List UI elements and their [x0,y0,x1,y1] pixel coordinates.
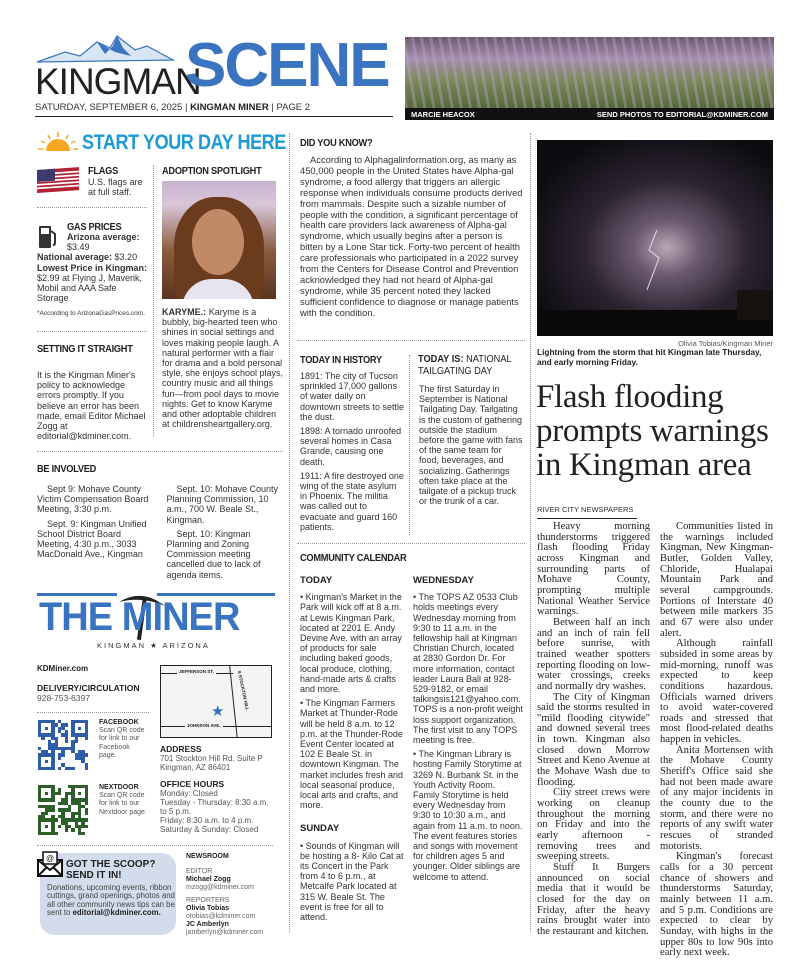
column-divider [530,133,531,933]
svg-text:@: @ [45,854,55,863]
flags-text: U.S. flags are at full staff. [88,177,143,198]
sunrise-icon [38,131,78,153]
article-paragraph: Stuff It Burgers announced on social media that it would be closed for the day on Friday, after the heavy rains brought water into the restaurant and kitchen. [537,862,650,937]
calendar-col-2 [413,576,523,886]
address-line-2: Kingman, AZ 86401 [160,763,231,772]
article-body-col-2 [660,522,773,959]
adoption-text [162,307,284,429]
us-flag-icon [37,167,79,194]
did-you-know-title: DID YOU KNOW? [300,137,373,149]
nextdoor-qr-code[interactable] [38,785,88,835]
article-paragraph: Heavy morning thunderstorms triggered flash flooding Friday across Kingman and surrounding parts of Mohave County, prompting multiple National Weather Service warnings. [537,521,650,618]
paper-name: KINGMAN MINER [190,102,269,113]
issue-date: SATURDAY, SEPTEMBER 6, 2025 [35,102,183,113]
scoop-text [47,884,175,918]
calendar-wednesday-title: WEDNESDAY [413,575,474,586]
calendar-event: • Kingman's Market in the Park will kick off at 8 a.m. at Lewis Kingman Park, located at 2201 E. Andy Devine Ave. with an array of products for sale including baked goods, local produce, clothing, hand-made arts & crafts and more. [300,592,402,695]
lowest-price-label: Lowest Price in Kingman: [37,262,148,273]
miner-logo-text: THE MINER [39,595,240,639]
facebook-text: Scan QR code for link to our Facebook page. [99,727,145,759]
gas-prices [37,232,149,320]
setting-it-straight-title: SETTING IT STRAIGHT [37,343,133,355]
arizona-average-value: $3.49 [67,242,90,253]
article-paragraph: Although rainfall subsided in some areas by mid-morning, runoff was expected to keep conditions hazardous. Officials warned drivers to avoid water-covered roads and stressed that most flood-related deaths happen in vehicles. [660,638,773,746]
editor-name: Michael Zogg [186,876,231,883]
be-involved-item: Sept. 10: Kingman Planning and Zoning Commission meeting cancelled due to lack of agenda items. [166,528,261,580]
history-item: 1891: The city of Tucson sprinkled 17,000 gallons of water daily on downtown streets to settle the dust. [300,371,405,422]
be-involved-list [37,484,283,580]
article-paragraph: Communities listed in the warnings included Kingman, New Kingman-Butler, Golden Valley, Chloride, Hualapai Mountain Park and several campgrounds. Portions of Interstate 40 between mile markers 35 and 67 were also under alert. [660,521,773,639]
hours-line: Saturday & Sunday: Closed [160,825,259,834]
scoop-description: Donations, upcoming events, ribbon cuttings, grand openings, photos and all other community news tips can be sent to [47,883,175,918]
mountain-logo-icon [35,34,175,64]
map-label-stockton: S STOCKTON HILL [236,670,250,711]
article-paragraph: The City of Kingman said the storms resulted in "mild flooding citywide" and downed several trees in town. Kingman also closed down Morrow Street and Keno Avenue at the Mohave Wash due to flooding. [537,691,650,788]
map-label-jefferson: JEFFERSON ST. [179,669,214,674]
divider [37,451,283,452]
reporter-name: Olivia Tobias [186,905,230,912]
byline-rule [537,518,637,519]
be-involved-item: Sept. 9: Kingman Unified School District Board Meeting, 4:30 p.m., 3033 MacDonald Ave., Kingman [37,518,147,560]
separator: | [184,102,188,113]
facebook-info [99,719,147,760]
miner-logo [37,590,277,652]
byline: RIVER CITY NEWSPAPERS [537,505,634,514]
scoop-title [66,859,155,881]
article-paragraph: Anita Mortensen with the Mohave County Sheriff's Office said she had not been made aware of any major incidents in the county due to the storm, and there were no reports of any swift water rescues of stranded motorists. [660,744,773,852]
today-in-history-title: TODAY IN HISTORY [300,354,382,366]
reporter-name: JC Amberlyn [186,921,229,928]
arizona-average-label: Arizona average: [67,232,140,242]
map-road [229,666,238,738]
calendar-event: • The Kingman Library is hosting Family Storytime at 3269 N. Burbank St. in the Youth Activity Room. Family Storytime is held every Wednesday from 9:30 to 10:30 a.m., and again from 11 a.m. to noon. The event features stories and songs with movement for children ages 5 and younger. Older siblings are welcome to attend. [413,749,523,882]
hours-line: Monday: Closed [160,789,218,798]
community-calendar-title: COMMUNITY CALENDAR [300,552,407,564]
email-envelope-icon [36,850,64,878]
scoop-title-2: SEND IT IN! [66,870,122,881]
photo-credit: MARCIE HEACOX [411,110,475,119]
divider [37,331,147,332]
today-is-holiday: NATIONAL TAILGATING DAY [418,353,512,377]
adoption-description: Karyme is a bubbly, big-hearted teen who shines in social settings and loves making people laugh. A natural performer with a flair for drama and a bold personal style, she enjoys school plays, country music and all things fun—from pool days to movie nights. Get to know Karyme and other adoptable children at childrensheartgallery.org. [162,307,284,430]
facebook-qr-code[interactable] [38,720,88,770]
history-item: 1898: A tornado unroofed several homes in Casa Grande, causing one death. [300,426,402,467]
nextdoor-info [99,784,147,817]
masthead-kingman: KINGMAN [35,61,201,102]
lightning-bolt [537,140,773,336]
national-average-value: $3.20 [114,252,138,263]
masthead-scene: SCENE [185,31,389,100]
calendar-event: • Sounds of Kingman will be hosting a 8- Kilo Cat at its Concert in the Park from 4 to 6 p.m., at Metcalfe Park located at 315 W. Beale St. The event is free for all to attend. [300,840,404,923]
headline: Flash flooding prompts warnings in Kingman area [536,379,769,483]
calendar-today-title: TODAY [300,575,333,586]
setting-it-straight-text: It is the Kingman Miner's policy to acknowledge errors promptly. If you believe an error has been made, email Editor Michael Zogg at editorial@kdminer.com. [37,370,146,442]
article-body-col-1 [537,522,650,938]
photo-caption-bar [405,108,774,120]
facebook-title: FACEBOOK [99,719,139,726]
kdminer-site[interactable]: KDMiner.com [37,664,89,673]
article-paragraph: Kingman's forecast calls for a 30 percent chance of showers and thunderstorms Saturday, mainly between 11 a.m. and 5 p.m. Conditions are expected to clear by Sunday, with highs in the upper 80s to low 90s into early next week. [660,851,773,959]
did-you-know-text: According to Alphagalinformation.org, as many as 450,000 people in the United States have Alpha-gal syndrome, a food allergy that triggers an allergic response when individuals consume products derived from mammals. Despite such a sizable number of people with the condition, a significant percentage of health care providers lack awareness of Alpha-gal syndrome, which usually begins after a person is bitten by a Lone Star tick. Forty-two percent of health care professionals who participated in a 2022 survey from the Centers for Disease Control and Prevention acknowledged they had not heard of Alpha-gal syndrome, while 35 percent noted they lacked sufficient confidence to diagnose or manage patients with the condition. [300,154,523,318]
today-is-text: The first Saturday in September is National Tailgating Day. Tailgating is the custom of gathering outside the stadium before the game with fans of the same team for food, beverages, and socializing. Gatherings often take place at the tailgate of a pickup truck or the trunk of a car. [419,384,523,507]
calendar-sunday-title: SUNDAY [300,823,340,835]
scoop-title-1: GOT THE SCOOP? [66,859,156,870]
article-paragraph: City street crews were working on cleanup throughout the morning on Friday and into the early afternoon - removing trees and sweeping streets. [537,787,650,863]
gas-prices-title: GAS PRICES [67,221,122,233]
photo-credit: Olivia Tobias/Kingman Miner [678,339,773,348]
newsroom [186,853,263,937]
calendar-col-1 [300,576,408,926]
national-average-label: National average: [37,252,113,263]
delivery-phone: 928-753-6397 [37,693,90,703]
calendar-event: • The Kingman Farmers Market at Thunder-Rode will be held 8 a.m. to 12 p.m. at the Thunder-Rode Event Center located at 102 E Beale St. in downtown Kingman. The market includes fresh and local seasonal produce, local arts and crafts, and more. [300,698,404,811]
lightning-photo [537,140,773,336]
address-line-1: 701 Stockton Hill Rd. Suite P [160,754,263,763]
qr-module [85,767,88,770]
be-involved-item: Sept 9: Mohave County Victim Compensation Board Meeting, 3:30 p.m. [37,484,149,515]
editor-email[interactable]: mzogg@kdminer.com [186,884,254,891]
address [160,745,263,772]
nextdoor-text: Scan QR code for link to our Nextdoor page. [99,792,147,816]
adoption-photo [162,181,276,299]
qr-module [85,832,88,835]
divider [37,845,273,846]
flower-photo [405,37,774,108]
map-label-johnson: JOHNSON AVE. [187,723,221,728]
article-paragraph: Between half an inch and an inch of rain fell before sunrise, with trained weather spotters reporting flooding on low-water crossings, creeks and normally dry washes. [537,616,650,692]
divider [297,543,525,544]
masthead-rule [35,116,393,117]
be-involved-item: Sept. 10: Mohave County Planning Commission, 10 a.m., 700 W. Beale St., Kingman. [166,484,279,525]
divider [409,355,410,535]
masthead [35,31,400,118]
column-divider [289,133,290,933]
divider [37,712,149,713]
newsroom-title: NEWSROOM [186,853,229,860]
today-is-title [418,353,511,377]
flags-title: FLAGS [88,165,119,177]
delivery-title: DELIVERY/CIRCULATION [37,683,140,693]
reporters-label: REPORTERS [186,897,230,904]
divider [297,340,525,341]
editor-label: EDITOR [186,868,213,875]
lowest-price-value: $2.99 at Flying J, Maverik, Mobil and AAA Safe Storage [37,272,143,304]
child-name: KARYME.: [162,307,207,317]
separator: | [271,102,274,113]
today-is-label: TODAY IS: [418,353,464,365]
miner-logo-sub: KINGMAN ★ ARIZONA [97,641,210,650]
divider [153,165,154,437]
photo-caption: Lightning from the storm that hit Kingman late Thursday, and early morning Friday. [537,347,762,367]
today-in-history-list [300,371,406,536]
page-number: PAGE 2 [276,102,311,113]
office-hours-title: OFFICE HOURS [160,779,225,789]
location-star-icon: ★ [211,703,225,720]
start-your-day-title: START YOUR DAY HERE [82,131,286,154]
office-hours [160,780,275,834]
scoop-email[interactable]: editorial@kdminer.com. [72,908,161,918]
adoption-spotlight-title: ADOPTION SPOTLIGHT [162,165,262,177]
gas-source: *According to ArizonaGasPrices.com. [37,310,146,318]
send-photos-text: SEND PHOTOS TO EDITORIAL@KDMINER.COM [596,110,768,119]
reporter-email[interactable]: otobias@kdminer.com [186,913,256,920]
history-item: 1911: A fire destroyed one wing of the state asylum in Phoenix. The militia was called out to evacuate and guard 160 patients. [300,470,404,532]
nextdoor-title: NEXTDOOR [99,784,139,791]
hours-line: Friday: 8:30 a.m. to 4 p.m. [160,816,254,825]
office-map [160,665,272,738]
reporter-email[interactable]: jamberlyn@kdminer.com [186,929,264,936]
calendar-event: • The TOPS AZ 0533 Club holds meetings every Wednesday morning from 9:30 to 11 a.m. in the fellowship hall at Kingman Christian Church, located at 2830 Gordon Dr. For more information, contact leader Laura Ball at 928-529-9182, or email talkingsis121@yahoo.com. TOPS is a non-profit weight loss support organization. The first visit to any TOPS meeting is free. [413,592,523,746]
address-title: ADDRESS [160,744,202,754]
be-involved-title: BE INVOLVED [37,463,97,475]
dateline [35,102,310,113]
divider [37,207,147,208]
hours-line: Tuesday - Thursday: 8:30 a.m. to 5 p.m. [160,798,269,816]
